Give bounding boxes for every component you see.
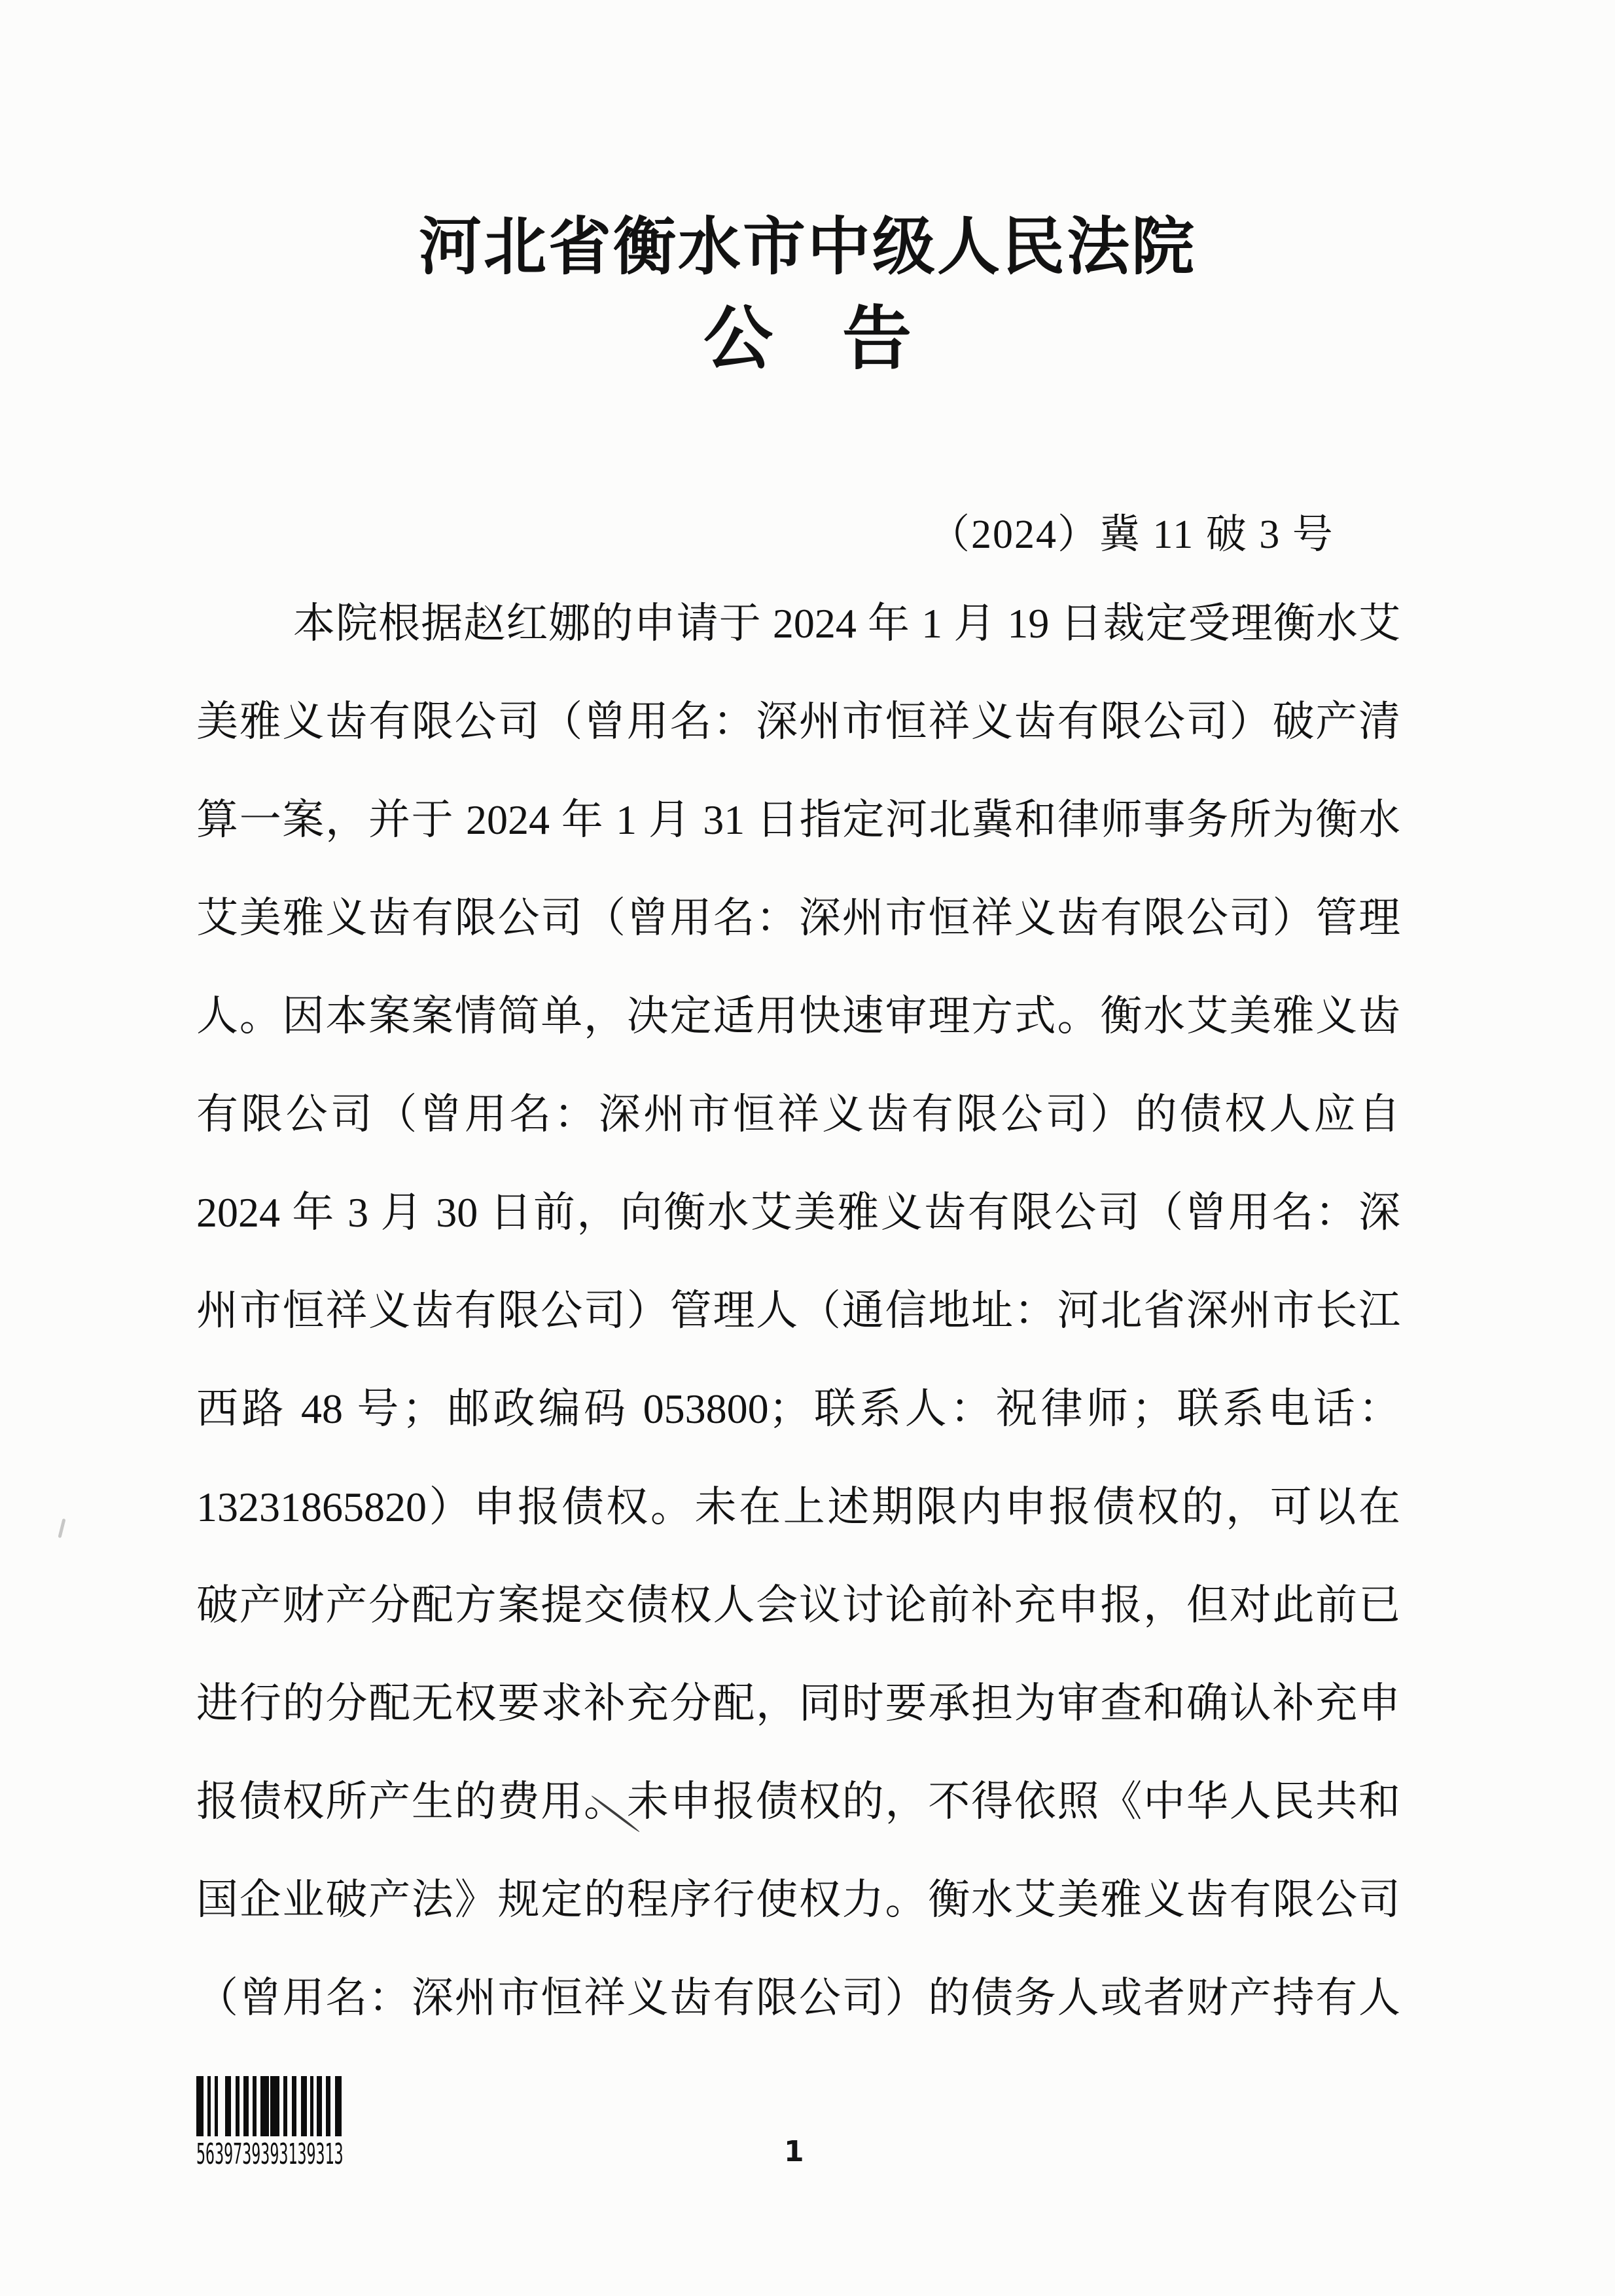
- body-line: 算一案，并于 2024 年 1 月 31 日指定河北冀和律师事务所为衡水: [196, 797, 1400, 843]
- body-line: 美雅义齿有限公司（曾用名：深州市恒祥义齿有限公司）破产清: [196, 698, 1400, 745]
- announcement-body: [196, 575, 1400, 2047]
- body-line: 2024 年 3 月 30 日前，向衡水艾美雅义齿有限公司（曾用名：深: [196, 1189, 1400, 1236]
- page-number: 1: [784, 2135, 804, 2168]
- body-line: 西路 48 号；邮政编码 053800；联系人：祝律师；联系电话：: [196, 1386, 1400, 1432]
- body-line: （曾用名：深州市恒祥义齿有限公司）的债务人或者财产持有人: [196, 1975, 1400, 2021]
- body-line: 报债权所产生的费用。未申报债权的，不得依照《中华人民共和: [196, 1778, 1400, 1825]
- barcode: [196, 2076, 347, 2169]
- barcode-image: [196, 2076, 343, 2136]
- body-line: 艾美雅义齿有限公司（曾用名：深州市恒祥义齿有限公司）管理: [196, 895, 1400, 941]
- body-line: 人。因本案案情简单，决定适用快速审理方式。衡水艾美雅义齿: [196, 993, 1400, 1039]
- body-line: 13231865820）申报债权。未在上述期限内申报债权的，可以在: [196, 1484, 1400, 1530]
- case-number: （2024）冀 11 破 3 号: [929, 512, 1334, 557]
- body-line: 进行的分配无权要求补充分配，同时要承担为审查和确认补充申: [196, 1680, 1400, 1727]
- scan-edge-speck: [58, 1518, 65, 1538]
- body-line: 破产财产分配方案提交债权人会议讨论前补充申报，但对此前已: [196, 1582, 1400, 1628]
- body-line: 州市恒祥义齿有限公司）管理人（通信地址：河北省深州市长江: [196, 1287, 1400, 1334]
- court-name-heading: 河北省衡水市中级人民法院: [419, 212, 1196, 282]
- body-line: 本院根据赵红娜的申请于 2024 年 1 月 19 日裁定受理衡水艾: [293, 600, 1400, 647]
- barcode-digits: 5639739393139313: [196, 2138, 344, 2171]
- body-line: 国企业破产法》规定的程序行使权力。衡水艾美雅义齿有限公司: [196, 1876, 1400, 1923]
- body-line: 有限公司（曾用名：深州市恒祥义齿有限公司）的债权人应自: [196, 1091, 1400, 1138]
- announcement-title: 公 告: [703, 301, 912, 378]
